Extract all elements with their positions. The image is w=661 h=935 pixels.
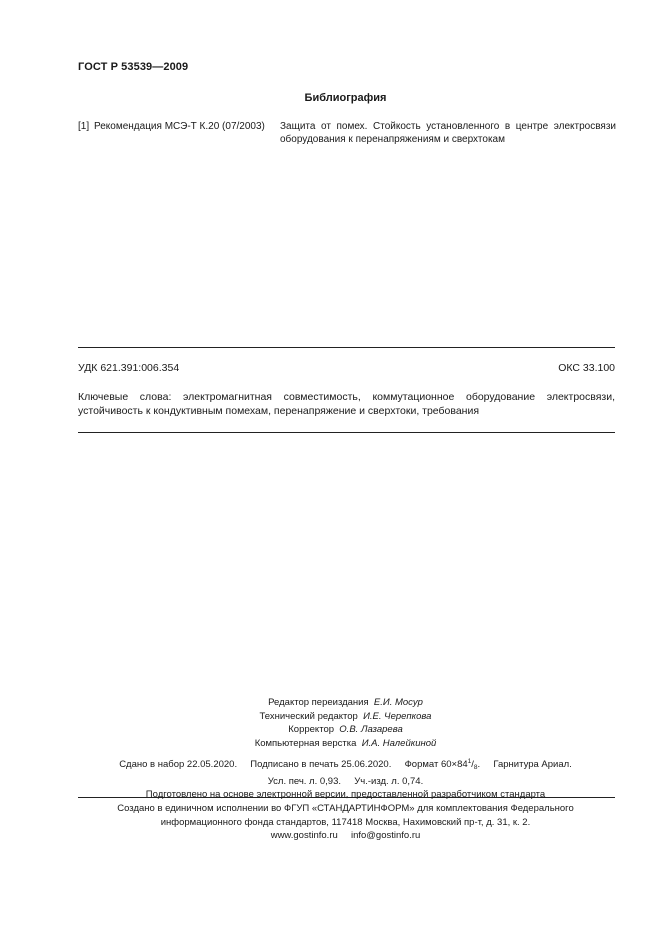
credit-corrector-name: О.В. Лазарева	[339, 724, 403, 735]
bibliography-entry-source: Рекомендация МСЭ-Т К.20 (07/2003)	[94, 121, 265, 132]
publisher-line-2: информационного фонда стандартов, 117418 Москва, Нахимовский пр-т, д. 31, к. 2.	[160, 816, 531, 828]
submitted-date: Сдано в набор 22.05.2020.	[119, 759, 238, 770]
credit-layout	[0, 737, 661, 751]
print-info-row-2	[0, 775, 661, 789]
paper-format: Формат $60\times 84^1/_8$.	[404, 758, 481, 771]
credit-editor	[0, 696, 661, 710]
website-link[interactable]: www.gostinfo.ru	[270, 830, 338, 841]
publisher-divider	[78, 797, 615, 798]
bibliography-entry-number: [1]	[78, 121, 90, 132]
bibliography-entry-description: Защита от помех. Стойкость установленного в центре электросвязи оборудования к перенапряжениям и сверхтокам	[280, 121, 616, 145]
keywords-divider	[78, 432, 615, 433]
oks-code: ОКС 33.100	[558, 362, 615, 374]
signed-date: Подписано в печать 25.06.2020.	[250, 759, 392, 770]
publication-sheets: Уч.-изд. л. 0,74.	[354, 775, 424, 787]
credit-tech-editor	[0, 710, 661, 724]
bibliography-title: Библиография	[304, 92, 387, 104]
credit-editor-label: Редактор переиздания	[268, 697, 369, 708]
publisher-line-1: Создано в единичном исполнении во ФГУП «СТАНДАРТИНФОРМ» для комплектования Федерального	[117, 803, 574, 814]
credit-layout-name: И.А. Налейкиной	[361, 737, 437, 749]
print-info-block	[0, 755, 661, 802]
email-link[interactable]: info@gostinfo.ru	[350, 830, 421, 841]
credit-corrector-label: Корректор	[288, 724, 335, 735]
typeface: Гарнитура Ариал.	[493, 759, 572, 770]
print-sheets: Усл. печ. л. 0,93.	[267, 775, 342, 787]
credit-corrector	[0, 723, 661, 737]
print-info-row-1	[0, 755, 661, 775]
credits-block	[0, 696, 661, 750]
credit-tech-editor-name: И.Е. Черепкова	[363, 710, 432, 722]
udk-code: УДК 621.391:006.354	[78, 362, 180, 374]
credit-tech-editor-label: Технический редактор	[259, 710, 358, 722]
credit-editor-name: Е.И. Мосур	[373, 697, 423, 708]
standard-code: ГОСТ Р 53539—2009	[78, 61, 189, 73]
publisher-contacts	[0, 829, 661, 843]
prepared-note: Подготовлено на основе электронной версии, предоставленной разработчиком стандарта	[145, 789, 546, 800]
keywords: Ключевые слова: электромагнитная совместимость, коммутационное оборудование электросвязи, устойчивость к кондуктивным помехам, перенапряжение и сверхтоки, требования	[78, 391, 615, 417]
top-divider	[78, 347, 615, 348]
credit-layout-label: Компьютерная верстка	[254, 737, 357, 749]
publisher-block	[0, 802, 661, 843]
